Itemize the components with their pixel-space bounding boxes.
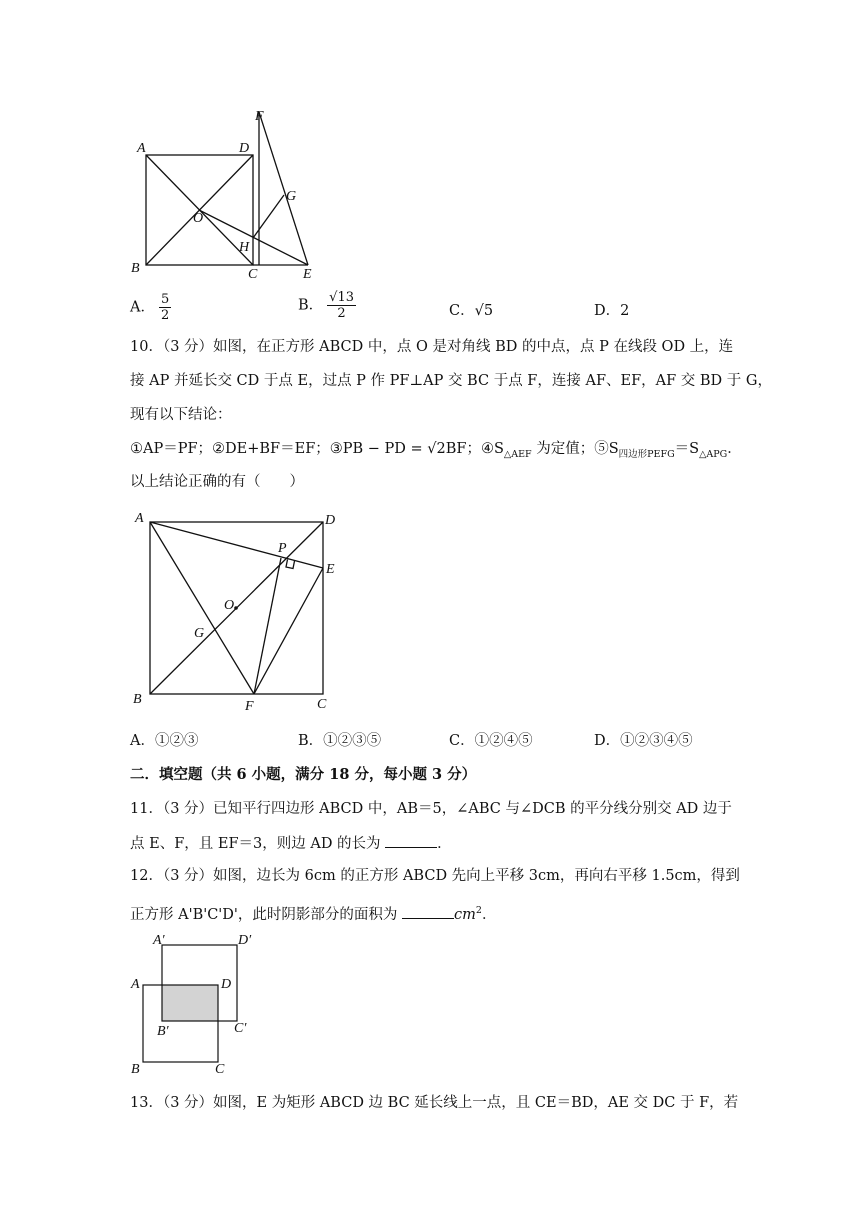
q12-label-c: C: [215, 1062, 225, 1077]
q9-label-g: G: [286, 189, 297, 204]
q12-figure: [128, 928, 268, 1078]
q9-label-o: O: [193, 211, 204, 226]
q12-label-d: D: [221, 977, 232, 992]
q12-label-c1: C′: [234, 1021, 247, 1036]
q9-option-c[interactable]: C．√5: [449, 303, 494, 319]
q9-option-b[interactable]: B． $\frac{√13}{2}$: [298, 290, 354, 321]
q10-label-f: F: [245, 699, 254, 714]
section-heading-fill-in: 二．填空题（共 6 小题，满分 18 分，每小题 3 分）: [130, 766, 477, 783]
q10-text-line-2: 接 AP 并延长交 CD 于点 E，过点 P 作 PF⊥AP 交 BC 于点 F，连接 AF、EF，AF 交 BD 于 G，: [130, 373, 772, 389]
q12-text-line-1: 12．（3 分）如图，边长为 6cm 的正方形 ABCD 先向上平移 3cm，再向右平移 1.5cm，得到: [130, 868, 740, 884]
q10-segment-ae: [150, 522, 323, 568]
q10-label-d: D: [325, 513, 336, 528]
q10-text-line-3: 现有以下结论：: [130, 407, 232, 423]
q10-option-c[interactable]: C．①②④⑤: [449, 733, 533, 749]
q12-label-b1: B′: [157, 1024, 169, 1039]
q9-figure: [128, 104, 328, 284]
q10-conclusions: ①AP＝PF；②DE+BF＝EF；③PB − PD = √2BF；$④S_{\triangle AEF}$ 为定值；$⑤S_{四边形PEFG}=S_{\triangle APG}$．: [130, 441, 742, 460]
q12-shaded-region: [162, 985, 218, 1021]
q10-segment-ef: [254, 568, 323, 694]
q12-answer-blank[interactable]: [402, 904, 454, 919]
q10-text-line-5: 以上结论正确的有（ ）: [130, 474, 304, 490]
q9-label-e: E: [303, 267, 312, 282]
q13-text-line-1: 13．（3 分）如图，E 为矩形 ABCD 边 BC 延长线上一点，且 CE＝BD，AE 交 DC 于 F，若: [130, 1095, 739, 1111]
q12-text-line-2: 正方形 A'B'C'D'，此时阴影部分的面积为 $cm^2$．: [130, 905, 497, 923]
q10-option-d[interactable]: D．①②③④⑤: [594, 733, 693, 749]
q12-label-d1: D′: [238, 933, 252, 948]
q10-point-o: [234, 606, 238, 610]
q9-label-f: F: [255, 109, 264, 124]
q10-label-g: G: [194, 626, 205, 641]
q10-right-angle-mark: [286, 560, 295, 569]
q9-option-d[interactable]: D．2: [594, 303, 630, 319]
q10-label-p: P: [278, 541, 287, 556]
q9-segment-hg: [253, 195, 284, 238]
q9-label-h: H: [239, 240, 250, 255]
q10-label-o: O: [224, 598, 235, 613]
q9-label-c: C: [248, 267, 258, 282]
q9-option-b-fraction: $\frac{√13}{2}$: [329, 290, 354, 321]
q11-text-line-1: 11．（3 分）已知平行四边形 ABCD 中，AB＝5，∠ABC 与∠DCB 的平分线分别交 AD 边于: [130, 801, 732, 817]
q10-option-b[interactable]: B．①②③⑤: [298, 733, 382, 749]
q9-label-b: B: [131, 261, 140, 276]
q10-label-b: B: [133, 692, 142, 707]
q9-label-d: D: [239, 141, 250, 156]
q10-label-c: C: [317, 697, 327, 712]
q9-label-a: A: [137, 141, 146, 156]
q12-label-a1: A′: [153, 933, 165, 948]
q12-label-a: A: [131, 977, 140, 992]
q10-label-a: A: [135, 511, 144, 526]
q9-option-a[interactable]: A． $\frac{5}{2}$: [130, 292, 170, 323]
q9-option-a-fraction: $\frac{5}{2}$: [160, 292, 170, 323]
q10-text-line-1: 10．（3 分）如图，在正方形 ABCD 中，点 O 是对角线 BD 的中点，点 P 在线段 OD 上，连: [130, 339, 734, 355]
q11-answer-blank[interactable]: [385, 833, 437, 848]
q10-segment-af: [150, 522, 254, 694]
q10-segment-pf: [254, 558, 281, 694]
q11-text-line-2: 点 E、F，且 EF＝3，则边 AD 的长为 ．: [130, 833, 452, 854]
q10-figure: [128, 508, 348, 718]
q10-label-e: E: [326, 562, 335, 577]
q10-option-a[interactable]: A．①②③: [130, 733, 199, 749]
q9-segment-fe: [259, 112, 308, 265]
q12-label-b: B: [131, 1062, 140, 1077]
